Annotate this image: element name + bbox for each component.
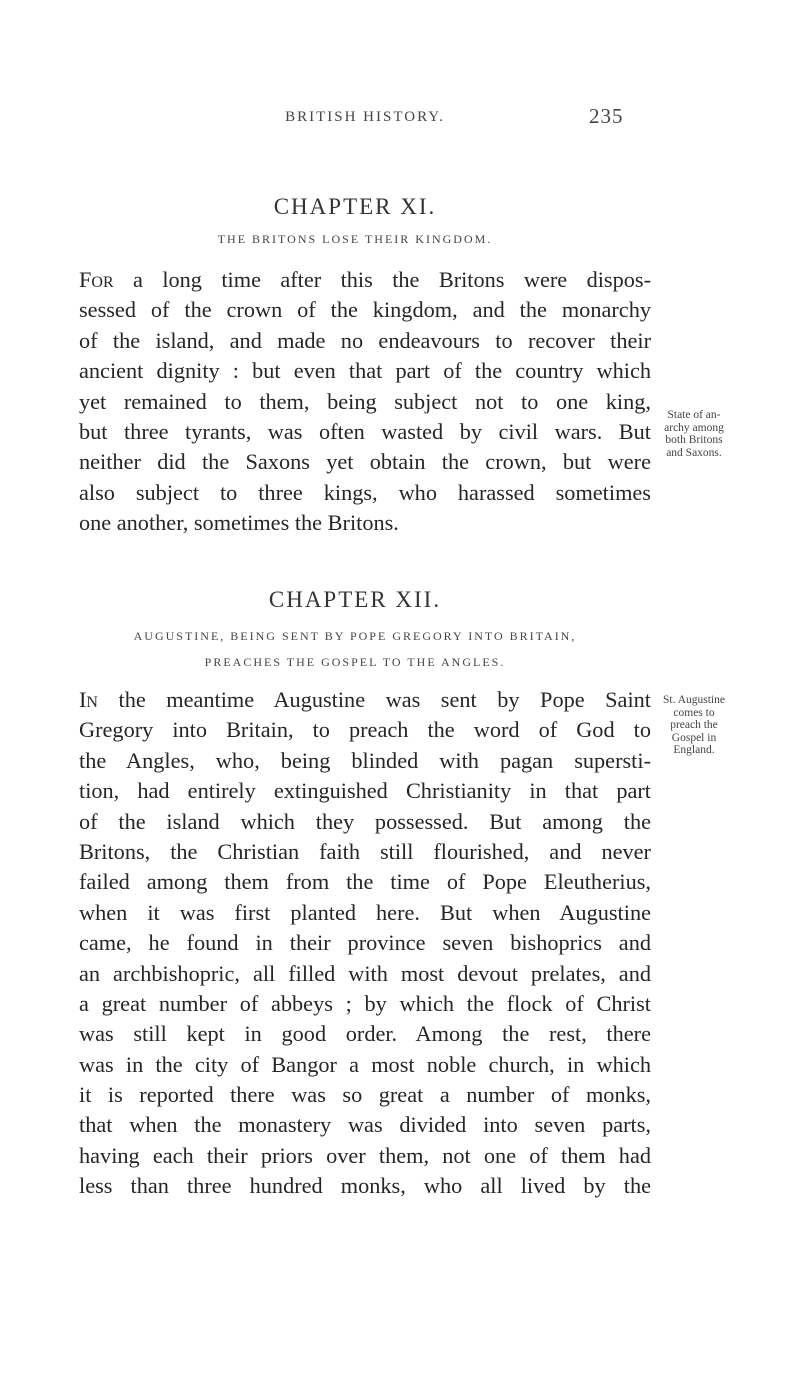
paragraph-line: sessed of the crown of the kingdom, and the monarchy bbox=[79, 297, 651, 323]
chapter-12-paragraph bbox=[79, 685, 651, 1202]
paragraph-line: failed among them from the time of Pope Eleutherius, bbox=[79, 869, 651, 895]
chapter-11-paragraph bbox=[79, 265, 651, 539]
opening-word: For bbox=[79, 267, 114, 292]
paragraph-line: tion, had entirely extinguished Christianity in that part bbox=[79, 778, 651, 804]
paragraph-line: Britons, the Christian faith still flourished, and never bbox=[79, 838, 651, 864]
paragraph-line: neither did the Saxons yet obtain the crown, but were bbox=[79, 449, 651, 475]
chapter-11-subtitle: THE BRITONS LOSE THEIR KINGDOM. bbox=[217, 232, 493, 246]
paragraph-line: In the meantime Augustine was sent by Pope Saint bbox=[79, 687, 651, 712]
paragraph-line: when it was first planted here. But when Augustine bbox=[79, 899, 651, 925]
chapter-12-heading: CHAPTER XII. bbox=[268, 587, 442, 612]
paragraph-line: an archbishopric, all filled with most devout prelates, and bbox=[79, 960, 651, 986]
chapter-12-margin-note: St. Augustine comes to preach the Gospel in England. bbox=[663, 694, 725, 756]
paragraph-line: Gregory into Britain, to preach the word of God to bbox=[79, 717, 651, 743]
running-head bbox=[0, 104, 800, 129]
paragraph-line: that when the monastery was divided into seven parts, bbox=[79, 1112, 651, 1138]
paragraph-line: less than three hundred monks, who all lived by the bbox=[79, 1173, 651, 1199]
paragraph-line: yet remained to them, being subject not to one king, bbox=[79, 388, 651, 414]
paragraph-line: came, he found in their province seven bishoprics and bbox=[79, 930, 651, 956]
paragraph-line: was in the city of Bangor a most noble church, in which bbox=[79, 1051, 651, 1077]
paragraph-line: having each their priors over them, not one of them had bbox=[79, 1142, 651, 1168]
paragraph-line: also subject to three kings, who harassed sometimes bbox=[79, 479, 651, 505]
paragraph-line: of the island which they possessed. But among the bbox=[79, 808, 651, 834]
chapter-11-margin-note: State of an- archy among both Britons and Saxons. bbox=[664, 409, 724, 459]
paragraph-line: it is reported there was so great a number of monks, bbox=[79, 1082, 651, 1108]
paragraph-line: a great number of abbeys ; by which the flock of Christ bbox=[79, 990, 651, 1016]
chapter-11-heading: CHAPTER XI. bbox=[273, 194, 437, 219]
chapter-12-subtitle: AUGUSTINE, BEING SENT BY POPE GREGORY INTO BRITAIN, PREACHES THE GOSPEL TO THE ANGLES. bbox=[133, 629, 577, 669]
paragraph-line: was still kept in good order. Among the rest, there bbox=[79, 1021, 651, 1047]
paragraph-line: For a long time after this the Britons were dispos- bbox=[79, 267, 651, 292]
paragraph-line: of the island, and made no endeavours to recover their bbox=[79, 327, 651, 353]
running-title: BRITISH HISTORY. bbox=[285, 109, 445, 125]
page-number: 235 bbox=[589, 104, 624, 128]
opening-word: In bbox=[79, 687, 98, 712]
paragraph-line: but three tyrants, was often wasted by civil wars. But bbox=[79, 418, 651, 444]
paragraph-line: ancient dignity : but even that part of the country which bbox=[79, 358, 651, 384]
paragraph-line: the Angles, who, being blinded with pagan supersti- bbox=[79, 747, 651, 773]
paragraph-line: one another, sometimes the Britons. bbox=[79, 510, 399, 536]
